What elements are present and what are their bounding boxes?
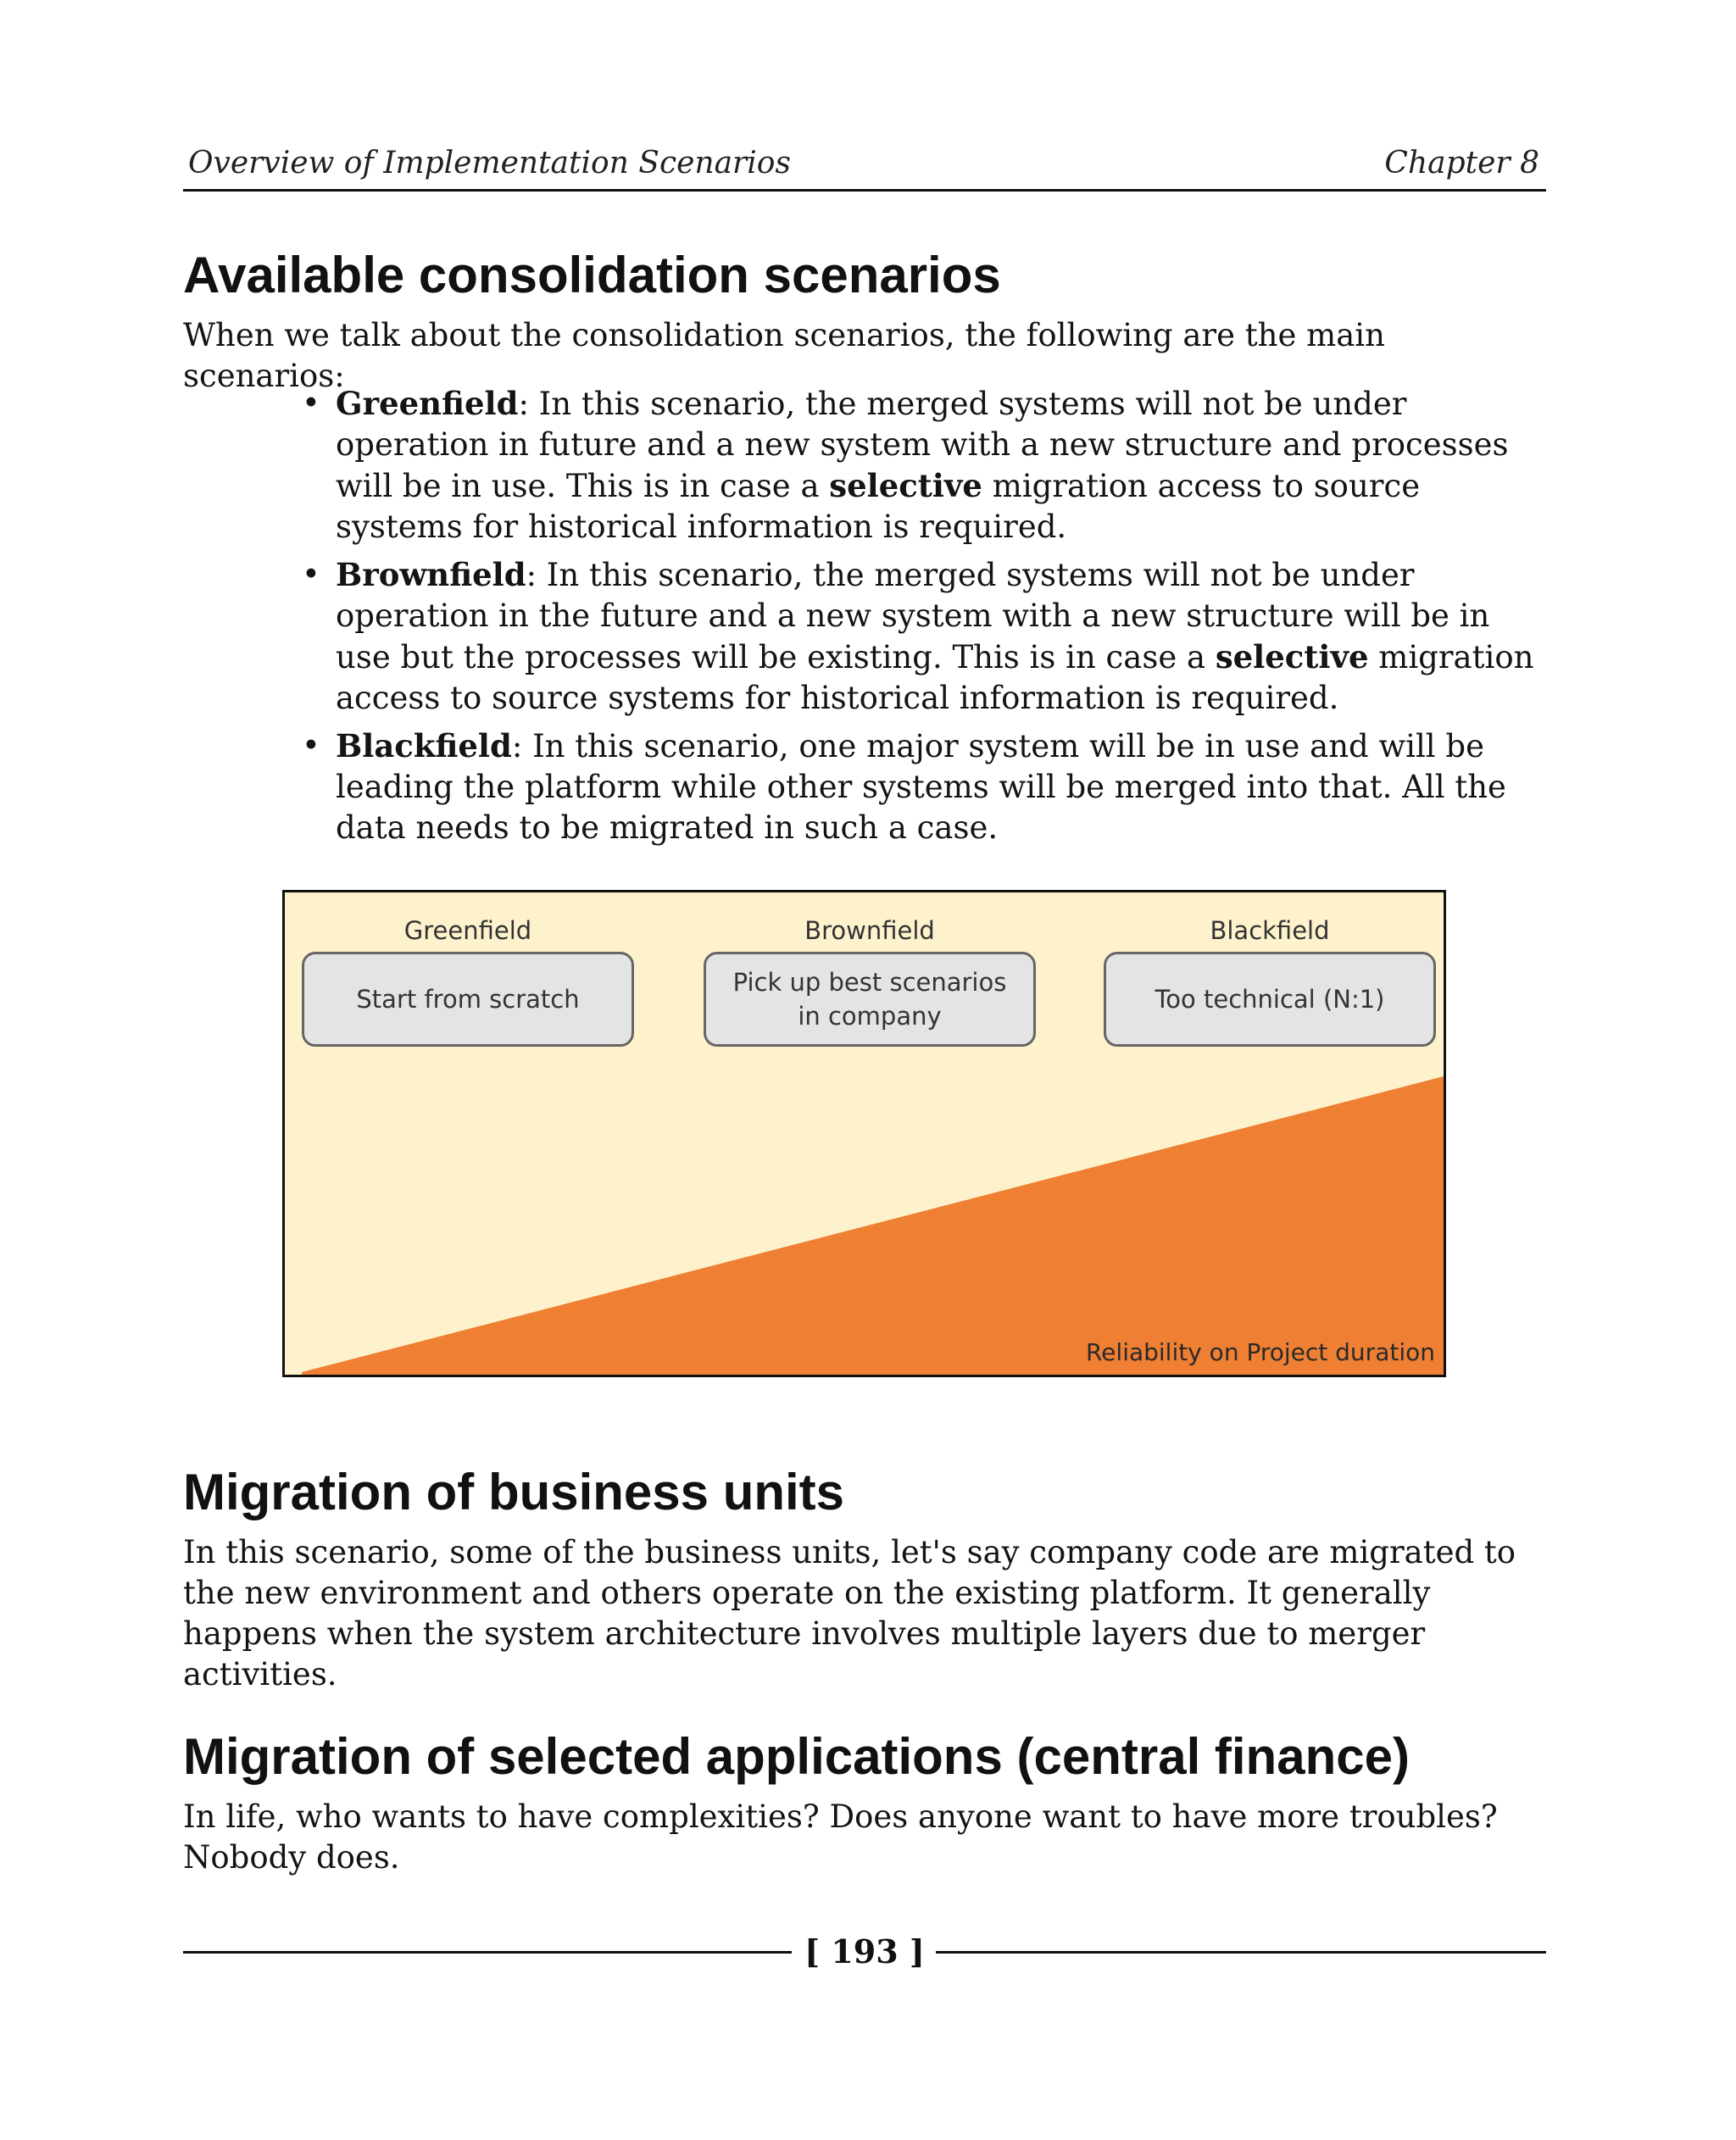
reliability-caption: Reliability on Project duration: [1085, 1338, 1435, 1366]
scenario-text: : In this scenario, the merged systems will not be under operation in the future and a new system with a new structure will be in use but the processes will be existing. This is in case a: [336, 557, 1490, 675]
footer-rule-left: [183, 1951, 792, 1954]
scenario-diagram: [282, 890, 1446, 1377]
reliability-wedge-shape: [302, 1076, 1444, 1375]
selected-applications-text: In life, who wants to have complexities? Does anyone want to have more troubles? Nobody does.: [183, 1798, 1498, 1876]
section-heading-selected-applications: Migration of selected applications (central finance): [183, 1728, 1410, 1785]
section-heading-consolidation: Available consolidation scenarios: [183, 247, 1001, 303]
business-units-text: In this scenario, some of the business units, let's say company code are migrated to the new environment and others operate on the existing platform. It generally happens when the system architecture involves multiple layers due to merger activities.: [183, 1534, 1516, 1693]
brownfield-title: Brownfield: [804, 916, 935, 945]
blackfield-title: Blackfield: [1210, 916, 1330, 945]
running-header-chapter: Chapter 8: [1384, 146, 1539, 181]
scenario-text: : In this scenario, one major system will be in use and will be leading the platform while other systems will be merged into that. All the data needs to be migrated in such a case.: [336, 728, 1506, 846]
blackfield-box: Too technical (N:1): [1104, 952, 1436, 1047]
bullet-icon: •: [302, 556, 320, 592]
footer-rule-right: [936, 1951, 1546, 1954]
scenario-term: Greenfield: [336, 385, 519, 422]
emphasis-text: selective: [829, 467, 982, 504]
consolidation-intro: When we talk about the consolidation scenarios, the following are the main scenarios:: [183, 317, 1385, 394]
list-item: [297, 383, 1551, 548]
greenfield-box: Start from scratch: [302, 952, 634, 1047]
list-item: [297, 554, 1551, 719]
scenario-text-end: migration access to source systems for historical information is required.: [336, 639, 1534, 716]
list-item: [297, 725, 1551, 848]
brownfield-box: Pick up best scenarios in company: [704, 952, 1036, 1047]
scenario-text: : In this scenario, the merged systems will not be under operation in future and a new system with a new structure and processes will be in use. This is in case a: [336, 386, 1509, 504]
scenario-term: Brownfield: [336, 556, 526, 593]
scenario-term: Blackfield: [336, 727, 512, 764]
bullet-icon: •: [302, 727, 320, 764]
section-heading-business-units: Migration of business units: [183, 1464, 845, 1520]
greenfield-title: Greenfield: [403, 916, 532, 945]
page-number: [ 193 ]: [804, 1932, 925, 1970]
bullet-icon: •: [302, 385, 320, 421]
emphasis-text: selective: [1215, 638, 1369, 675]
running-header: [183, 142, 1546, 192]
scenario-list: [297, 383, 1551, 855]
scenario-text-end: migration access to source systems for historical information is required.: [336, 468, 1421, 545]
running-header-title: Overview of Implementation Scenarios: [188, 146, 791, 181]
